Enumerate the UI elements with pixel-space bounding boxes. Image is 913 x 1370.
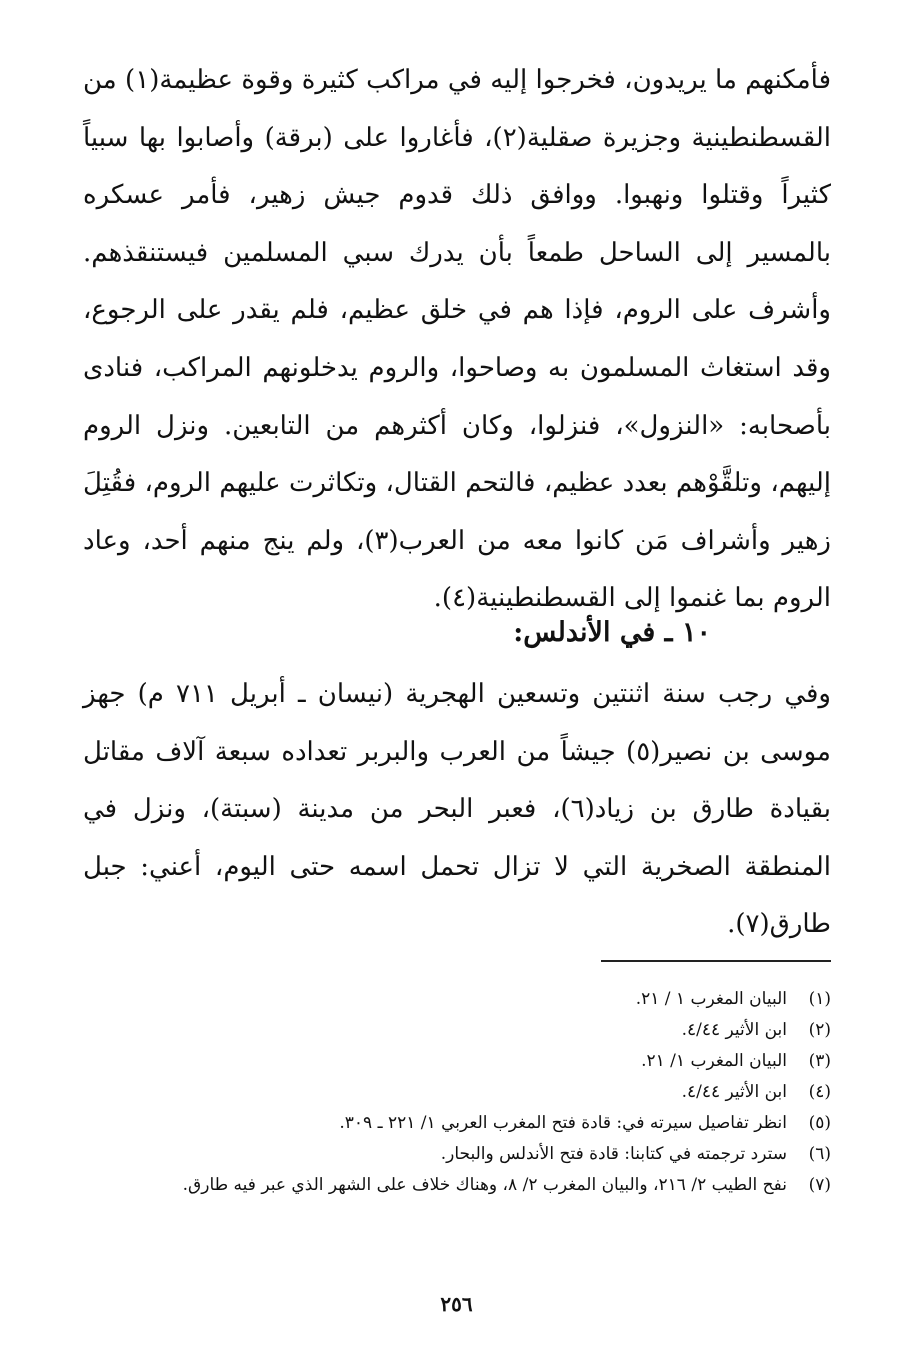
footnotes-list: [83, 984, 831, 1201]
footnote-number: (٥): [808, 1113, 831, 1133]
footnote-item: [83, 1077, 831, 1108]
footnote-number: (٣): [808, 1051, 831, 1071]
body-paragraph-1: فأمكنهم ما يريدون، فخرجوا إليه في مراكب كثيرة وقوة عظيمة(١) من القسطنطينية وجزيرة صقلية(٢)، فأغاروا على (برقة) وأصابوا بها سبياً كثيراً وقتلوا ونهبوا. ووافق ذلك قدوم جيش زهير، فأمر عسكره بالمسير إلى الساحل طمعاً بأن يدرك سبي المسلمين فيستنقذهم. وأشرف على الروم، فإذا هم في خلق عظيم، فلم يقدر على الرجوع، وقد استغاث المسلمون به وصاحوا، والروم يدخلونهم المراكب، فنادى بأصحابه: «النزول»، فنزلوا، وكان أكثرهم من التابعين. ونزل الروم إليهم، وتلقَّوْهم بعدد عظيم، فالتحم القتال، وتكاثرت عليهم الروم، فقُتِلَ زهير وأشراف مَن كانوا معه من العرب(٣)، ولم ينج منهم أحد، وعاد الروم بما غنموا إلى القسطنطينية(٤).: [83, 65, 831, 614]
body-paragraph-2: وفي رجب سنة اثنتين وتسعين الهجرية (نيسان ـ أبريل ٧١١ م) جهز موسى بن نصير(٥) جيشاً من العرب والبربر تعداده سبعة آلاف مقاتل بقيادة طارق بن زياد(٦)، فعبر البحر من مدينة (سبتة)، ونزل في المنطقة الصخرية التي لا تزال تحمل اسمه حتى اليوم، أعني: جبل طارق(٧).: [83, 679, 831, 940]
footnote-item: [83, 1046, 831, 1077]
footnote-text: سترد ترجمته في كتابنا: قادة فتح الأندلس والبحار.: [440, 1144, 787, 1164]
footnote-item: [83, 1139, 831, 1170]
footnote-text: البيان المغرب ١ / ٢١.: [635, 989, 787, 1009]
footnote-text: ابن الأثير ٤/٤٤.: [681, 1020, 787, 1040]
footnote-text: ابن الأثير ٤/٤٤.: [681, 1082, 787, 1102]
footnote-item: [83, 1170, 831, 1201]
footnote-number: (٧): [808, 1175, 831, 1195]
footnote-text: نفح الطيب ٢/ ٢١٦، والبيان المغرب ٢/ ٨، وهناك خلاف على الشهر الذي عبر فيه طارق.: [182, 1175, 787, 1195]
section-heading: ١٠ ـ في الأندلس:: [513, 617, 711, 648]
footnote-number: (٤): [808, 1082, 831, 1102]
footnote-item: [83, 1015, 831, 1046]
footnote-item: [83, 1108, 831, 1139]
footnote-text: البيان المغرب ١/ ٢١.: [641, 1051, 787, 1071]
page-number: ٢٥٦: [440, 1292, 473, 1316]
footnote-number: (٦): [808, 1144, 831, 1164]
footnote-separator: [601, 960, 831, 962]
footnote-number: (٢): [808, 1020, 831, 1040]
footnote-item: [83, 984, 831, 1015]
footnote-text: انظر تفاصيل سيرته في: قادة فتح المغرب العربي ١/ ٢٢١ ـ ٣٠٩.: [339, 1113, 787, 1133]
footnote-number: (١): [808, 989, 831, 1009]
